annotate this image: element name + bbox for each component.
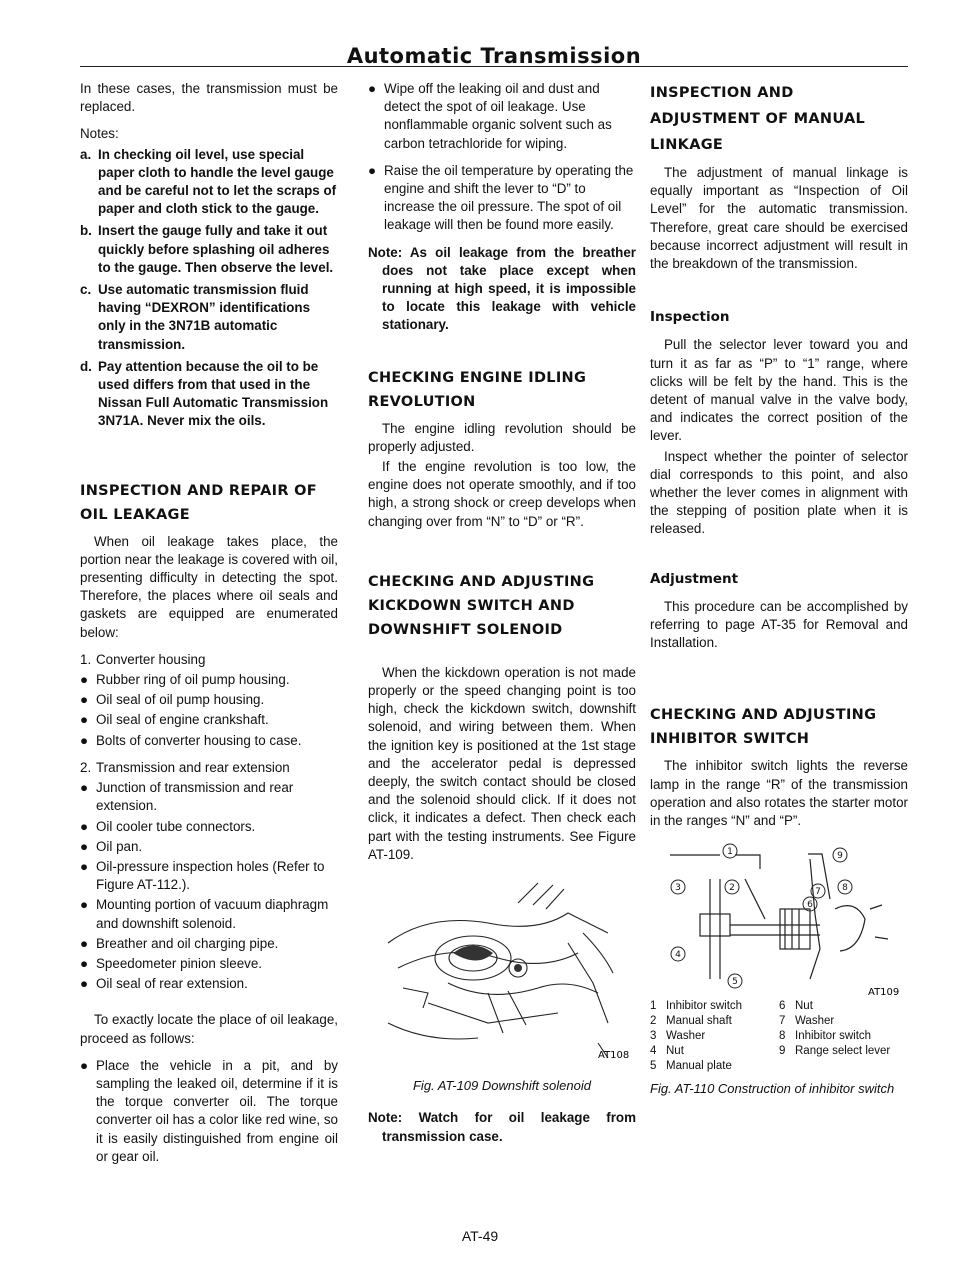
callout-2: 2 (729, 883, 735, 894)
notes-label: Notes: (80, 126, 119, 142)
list-item: ● Oil seal of oil pump housing. (80, 691, 338, 709)
legend-left (650, 999, 779, 1074)
note-item: a. In checking oil level, use special paper cloth to handle the level gauge and be careful not to let the scraps of paper and cloth stick to the gauge. (80, 146, 337, 217)
note-item: b. Insert the gauge fully and take it out quickly before splashing oil adheres to the gauge. Then observe the level. (80, 223, 334, 275)
legend-item: 7 Washer (779, 1015, 835, 1028)
bullet-icon: ● (80, 897, 89, 913)
note-item: d. Pay attention because the oil to be used differs from that used in the Nissan Full Automatic Transmission 3N71A. Never mix the oils. (80, 358, 329, 429)
bullet-icon: ● (80, 935, 89, 951)
legend-item: 3 Washer (650, 1030, 706, 1043)
list-item: ● Place the vehicle in a pit, and by sampling the leaked oil, determine if it is the torque converter oil. The torque converter oil has a color like red wine, so it is easily distinguished from engine oil or gear oil. (80, 1057, 338, 1166)
paragraph: When oil leakage takes place, the portion near the leakage is covered with oil, presenting difficulty in detecting the spot. Therefore, the places where oil seals and gaskets are equipped are enumerated below: (80, 533, 338, 640)
column-3 (650, 80, 908, 1108)
figure-id: AT108 (598, 1050, 630, 1062)
callout-8: 8 (842, 883, 848, 894)
legend-item: 5 Manual plate (650, 1060, 732, 1073)
paragraph: The engine idling revolution should be properly adjusted. (368, 420, 636, 454)
numbered-item: 1. Converter housing (80, 651, 206, 667)
list-item: ● Mounting portion of vacuum diaphragm and downshift solenoid. (80, 896, 338, 932)
bullet-icon: ● (80, 955, 89, 971)
page-number: AT-49 (461, 1228, 499, 1244)
column-2 (368, 80, 636, 1155)
callout-3: 3 (675, 883, 681, 894)
subheading-inspection: Inspection (650, 309, 730, 326)
callout-6: 6 (807, 900, 813, 911)
paragraph: This procedure can be accomplished by referring to page AT-35 for Removal and Installation. (650, 598, 908, 651)
figure-caption: Fig. AT-110 Construction of inhibitor switch (650, 1081, 895, 1097)
note-text: Note: Watch for oil leakage from transmission case. (368, 1110, 636, 1144)
paragraph: The inhibitor switch lights the reverse lamp in the range “R” of the transmission operation and also rotates the starter motor in the ranges “N” and “P”. (650, 758, 908, 829)
note-item: c. Use automatic transmission fluid having “DEXRON” identifications only in the 3N71B automatic transmission. (80, 282, 311, 352)
callout-7: 7 (815, 887, 821, 898)
legend-item: 2 Manual shaft (650, 1015, 732, 1028)
list-item: ● Oil pan. (80, 838, 338, 856)
column-1 (80, 80, 338, 1168)
paragraph: Inspect whether the pointer of selector dial corresponds to this point, and also whether the lever comes in alignment with the stepping of position plate when it is released. (650, 448, 908, 537)
legend-item: 8 Inhibitor switch (779, 1030, 872, 1043)
figure-id: AT109 (868, 987, 900, 999)
callout-4: 4 (675, 950, 681, 961)
bullet-icon: ● (80, 692, 89, 708)
downshift-solenoid-figure (368, 873, 636, 1073)
bullet-icon: ● (80, 976, 89, 992)
paragraph: If the engine revolution is too low, the engine does not operate smoothly, and if too high, a strong shock or creep develops when changing over from “N” to “D” or “R”. (368, 459, 636, 529)
section-heading-idling: CHECKING ENGINE IDLING REVOLUTION (368, 369, 587, 410)
subheading-adjustment: Adjustment (650, 570, 739, 587)
legend-item: 4 Nut (650, 1045, 684, 1058)
list-item: ● Oil-pressure inspection holes (Refer to Figure AT-112.). (80, 858, 338, 894)
figure-caption: Fig. AT-109 Downshift solenoid (412, 1078, 591, 1094)
inhibitor-switch-figure (650, 839, 908, 999)
bullet-icon: ● (80, 838, 89, 854)
callout-5: 5 (732, 977, 738, 988)
paragraph: To exactly locate the place of oil leakage, proceed as follows: (80, 1012, 338, 1046)
header-rule (80, 66, 908, 67)
section-heading-manual-linkage: INSPECTION AND ADJUSTMENT OF MANUAL LINKAGE (650, 85, 866, 153)
paragraph: The adjustment of manual linkage is equally important as “Inspection of Oil Level” for the automatic transmission. Therefore, great care should be exercised because incorrect adjustment will result in the breakdown of the transmission. (650, 165, 908, 272)
callout-1: 1 (727, 847, 733, 858)
list-item: ● Oil seal of rear extension. (80, 975, 338, 993)
bullet-icon: ● (368, 81, 377, 96)
list-item: ● Breather and oil charging pipe. (80, 935, 338, 953)
section-heading-oil-leakage: INSPECTION AND REPAIR OF OIL LEAKAGE (80, 482, 318, 523)
list-item: ● Wipe off the leaking oil and dust and detect the spot of oil leakage. Use nonflammable organic solvent such as carbon tetrachloride for wiping. (368, 80, 636, 153)
list-item: ● Junction of transmission and rear extension. (80, 779, 338, 815)
bullet-icon: ● (80, 818, 89, 834)
bullet-icon: ● (80, 858, 89, 874)
legend-item: 1 Inhibitor switch (650, 1000, 743, 1013)
bullet-icon: ● (368, 162, 377, 178)
bullet-icon: ● (80, 712, 89, 728)
list-item: ● Rubber ring of oil pump housing. (80, 671, 338, 689)
page-header: Automatic Transmission (346, 44, 642, 68)
legend-right (779, 999, 908, 1074)
legend-item: 6 Nut (779, 1000, 813, 1013)
bullet-icon: ● (80, 732, 89, 748)
section-heading-inhibitor: CHECKING AND ADJUSTING INHIBITOR SWITCH (650, 707, 877, 748)
section-heading-kickdown: CHECKING AND ADJUSTING KICKDOWN SWITCH AND DOWNSHIFT SOLENOID (368, 573, 595, 638)
list-item: ● Bolts of converter housing to case. (80, 732, 338, 750)
note-text: Note: As oil leakage from the breather does not take place except when running at high speed, it is impossible to locate this leakage with vehicle stationary. (368, 244, 636, 333)
bullet-icon: ● (80, 1057, 89, 1073)
paragraph: Pull the selector lever toward you and turn it as far as “P” to “1” range, where clicks will be felt by the hand. This is the detent of manual valve in the valve body, and indicates the correct position of the lever. (650, 337, 908, 444)
inhibitor-switch-diagram (650, 839, 908, 999)
figure-legend (650, 999, 908, 1074)
list-item: ● Speedometer pinion sleeve. (80, 955, 338, 973)
engine-illustration (368, 873, 636, 1073)
callout-9: 9 (837, 851, 843, 862)
list-item: ● Oil seal of engine crankshaft. (80, 711, 338, 729)
numbered-item: 2. Transmission and rear extension (80, 759, 290, 775)
paragraph: When the kickdown operation is not made properly or the speed changing point is too high, check the kickdown switch, downshift solenoid, and wiring between them. When the ignition key is positioned at the 1st stage and the accelerator pedal is depressed deeply, the switch contact should be closed and the solenoid should click. If it does not click, it indicates a defect. Then check each part with the testing instruments. See Figure AT-109. (368, 664, 636, 862)
intro-text: In these cases, the transmission must be replaced. (80, 81, 338, 115)
bullet-icon: ● (80, 780, 89, 796)
list-item: ● Oil cooler tube connectors. (80, 818, 338, 836)
bullet-icon: ● (80, 672, 89, 688)
legend-item: 9 Range select lever (779, 1045, 891, 1058)
list-item: ● Raise the oil temperature by operating the engine and shift the lever to “D” to increase the oil pressure. The spot of oil leakage will then be found more easily. (368, 162, 636, 235)
